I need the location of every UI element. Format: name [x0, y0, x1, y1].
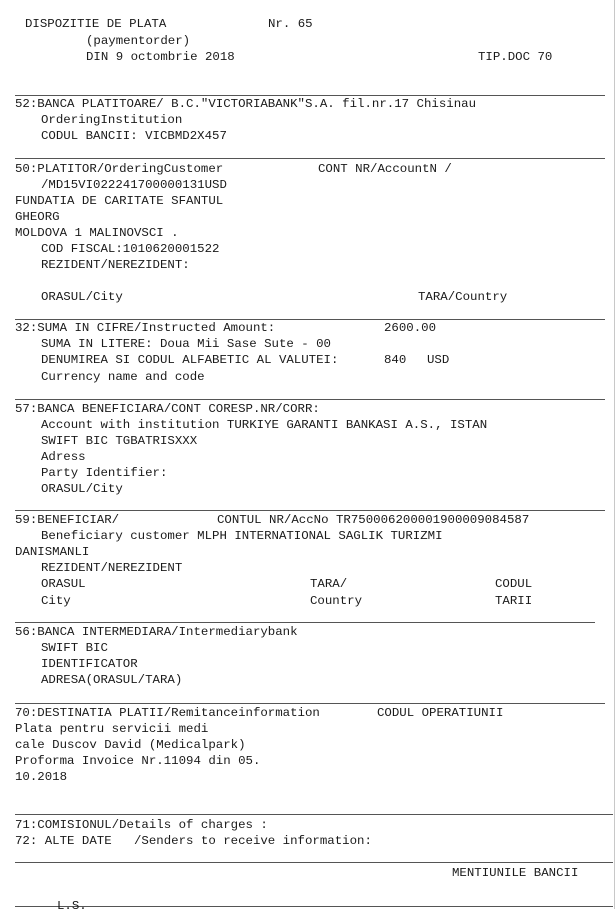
- beneficiary-city-label: ORASUL: [41, 577, 86, 591]
- ordering-institution: OrderingInstitution: [41, 113, 183, 127]
- beneficiary-code-label-en: TARII: [495, 594, 533, 608]
- payer-account-label: CONT NR/AccountN /: [318, 162, 452, 176]
- divider: [15, 622, 595, 623]
- payer-city: ORASUL/City: [41, 290, 123, 304]
- operation-code-label: CODUL OPERATIUNII: [377, 706, 504, 720]
- currency-code: 840: [384, 353, 407, 367]
- seal-ls: L.S.: [57, 899, 87, 913]
- beneficiary-bank-swift: SWIFT BIC TGBATRISXXX: [41, 434, 198, 448]
- beneficiary-bank-label: 57:BANCA BENEFICIARA/CONT CORESP.NR/CORR:: [15, 402, 320, 416]
- beneficiary-account: CONTUL NR/AccNo TR750006200001900009084587: [217, 513, 530, 527]
- senders-info: 72: ALTE DATE /Senders to receive information:: [15, 834, 372, 848]
- payer-address: MOLDOVA 1 MALINOVSCI .: [15, 226, 179, 240]
- payer-name: FUNDATIA DE CARITATE SFANTUL: [15, 194, 224, 208]
- divider: [15, 703, 605, 704]
- payer-resident: REZIDENT/NEREZIDENT:: [41, 258, 190, 272]
- document-type: TIP.DOC 70: [478, 50, 553, 64]
- account-with-institution: Account with institution TURKIYE GARANTI BANKASI A.S., ISTAN: [41, 418, 488, 432]
- payer-fiscal-code: COD FISCAL:1010620001522: [41, 242, 220, 256]
- divider: [15, 862, 613, 863]
- intermediary-address: ADRESA(ORASUL/TARA): [41, 673, 183, 687]
- currency-name: USD: [427, 353, 450, 367]
- intermediary-swift: SWIFT BIC: [41, 641, 108, 655]
- bank-payer-label: 52:BANCA PLATITOARE/ B.C."VICTORIABANK"S.A. fil.nr.17 Chisinau: [15, 97, 477, 111]
- divider: [15, 158, 605, 159]
- currency-label-en: Currency name and code: [41, 370, 205, 384]
- payer-label: 50:PLATITOR/OrderingCustomer: [15, 162, 224, 176]
- beneficiary-code-label: CODUL: [495, 577, 533, 591]
- destination-line: 10.2018: [15, 770, 68, 784]
- currency-label: DENUMIREA SI CODUL ALFABETIC AL VALUTEI:: [41, 353, 339, 367]
- amount-value: 2600.00: [384, 321, 437, 335]
- document-date: DIN 9 octombrie 2018: [86, 50, 235, 64]
- intermediary-label: 56:BANCA INTERMEDIARA/Intermediarybank: [15, 625, 298, 639]
- divider: [15, 906, 613, 907]
- document-title: DISPOZITIE DE PLATA: [25, 17, 167, 31]
- beneficiary-customer: Beneficiary customer MLPH INTERNATIONAL SAGLIK TURIZMI: [41, 529, 443, 543]
- beneficiary-country-label: TARA/: [310, 577, 348, 591]
- destination-line: Proforma Invoice Nr.11094 din 05.: [15, 754, 261, 768]
- amount-label: 32:SUMA IN CIFRE/Instructed Amount:: [15, 321, 276, 335]
- document-number: Nr. 65: [268, 17, 313, 31]
- divider: [15, 814, 613, 815]
- beneficiary-country-label-en: Country: [310, 594, 363, 608]
- intermediary-identifier: IDENTIFICATOR: [41, 657, 138, 671]
- beneficiary-bank-city: ORASUL/City: [41, 482, 123, 496]
- payer-country: TARA/Country: [418, 290, 508, 304]
- bank-code: CODUL BANCII: VICBMD2X457: [41, 129, 227, 143]
- divider: [15, 95, 605, 96]
- charges-details: 71:COMISIONUL/Details of charges :: [15, 818, 268, 832]
- beneficiary-label: 59:BENEFICIAR/: [15, 513, 120, 527]
- amount-words: SUMA IN LITERE: Doua Mii Sase Sute - 00: [41, 337, 331, 351]
- beneficiary-resident: REZIDENT/NEREZIDENT: [41, 561, 183, 575]
- destination-label: 70:DESTINATIA PLATII/Remitanceinformation: [15, 706, 320, 720]
- party-identifier: Party Identifier:: [41, 466, 168, 480]
- beneficiary-city-label-en: City: [41, 594, 71, 608]
- divider: [15, 510, 605, 511]
- bank-notes: MENTIUNILE BANCII: [452, 866, 579, 880]
- payer-account: /MD15VI022241700000131USD: [41, 178, 227, 192]
- destination-line: cale Duscov David (Medicalpark): [15, 738, 246, 752]
- beneficiary-bank-address: Adress: [41, 450, 86, 464]
- divider: [15, 399, 605, 400]
- payer-name-cont: GHEORG: [15, 210, 60, 224]
- document-subtitle: (paymentorder): [86, 34, 191, 48]
- divider: [15, 319, 605, 320]
- beneficiary-customer-cont: DANISMANLI: [15, 545, 90, 559]
- destination-line: Plata pentru servicii medi: [15, 722, 209, 736]
